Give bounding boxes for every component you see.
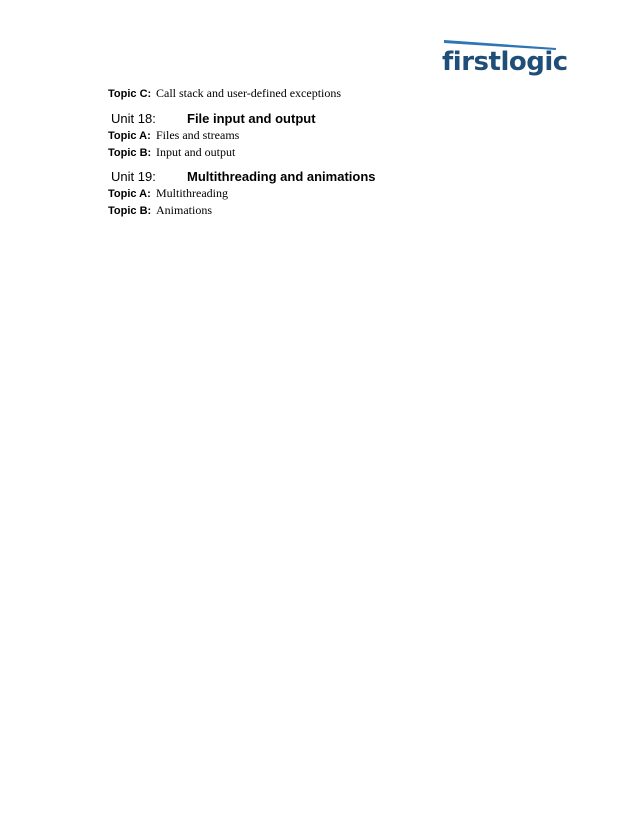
- unit-title: File input and output: [187, 111, 316, 126]
- topic-title: Animations: [156, 203, 212, 217]
- topic-label: Topic A:: [108, 130, 151, 142]
- topic-title: Multithreading: [156, 186, 228, 200]
- topic-row-b: [108, 202, 212, 219]
- topic-row-b: [108, 144, 235, 161]
- topic-title: Input and output: [156, 145, 236, 159]
- firstlogic-logo: [440, 38, 568, 84]
- topic-label: Topic C:: [108, 88, 152, 100]
- topic-title: Call stack and user-defined exceptions: [156, 86, 342, 100]
- topic-label: Topic B:: [108, 147, 152, 159]
- topic-row-c: [108, 85, 341, 102]
- unit-row-18: [111, 110, 316, 128]
- unit-label: Unit 18:: [111, 111, 156, 126]
- topic-title: Files and streams: [156, 128, 240, 142]
- unit-title: Multithreading and animations: [187, 169, 376, 184]
- topic-label: Topic B:: [108, 205, 152, 217]
- unit-label: Unit 19:: [111, 169, 156, 184]
- logo-wordmark: firstlogic: [442, 47, 568, 77]
- unit-row-19: [111, 168, 376, 186]
- topic-row-a: [108, 127, 239, 144]
- topic-label: Topic A:: [108, 188, 151, 200]
- topic-row-a: [108, 185, 228, 202]
